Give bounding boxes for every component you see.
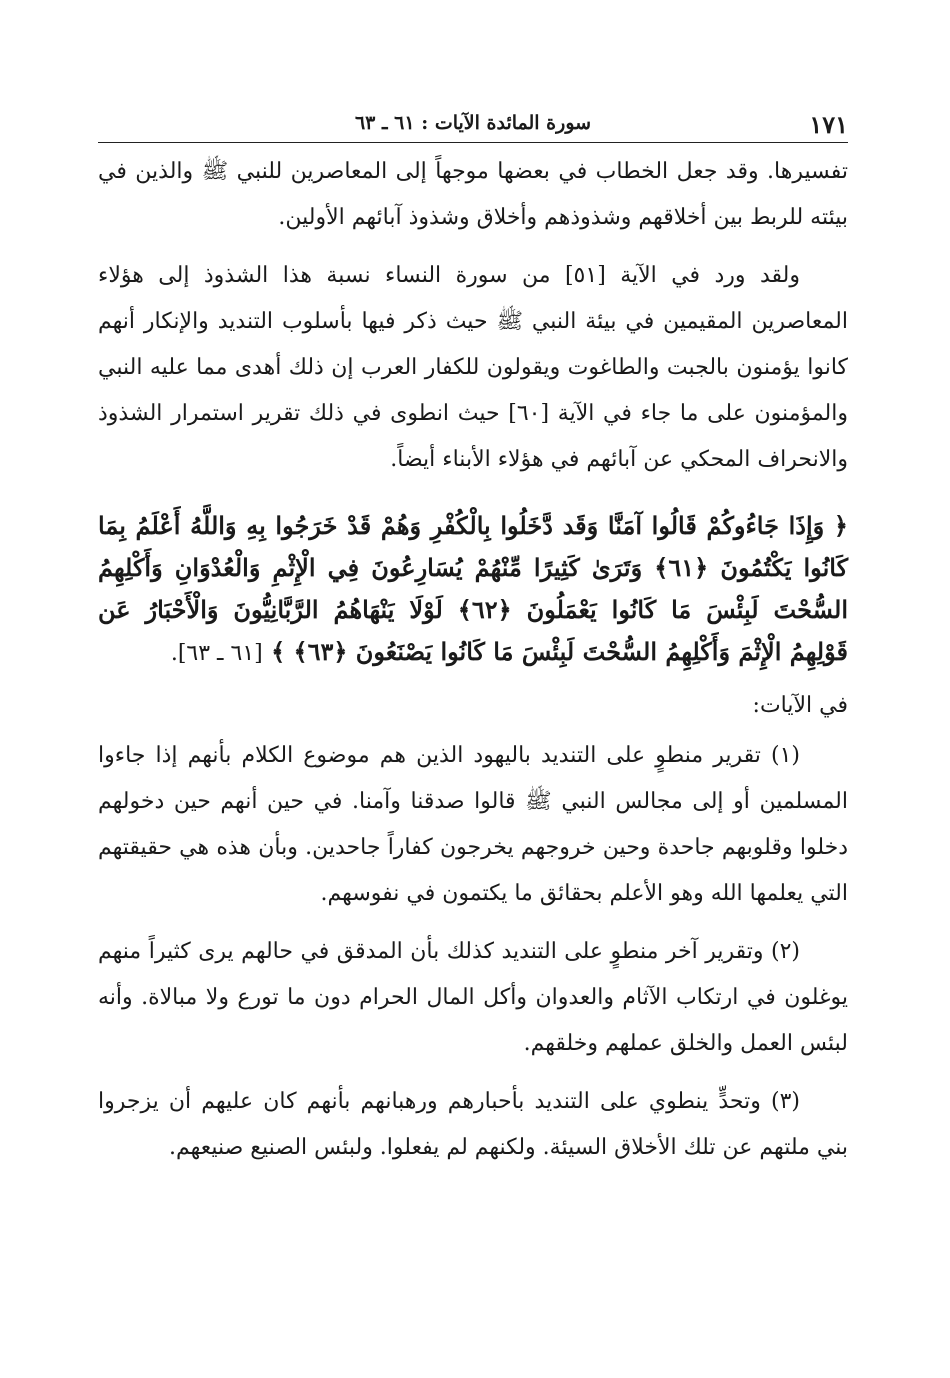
list-item-3: (٣) وتحدٍّ ينطوي على التنديد بأحبارهم ورهبانهم بأنهم كان عليهم أن يزجروا بني ملتهم عن تلك الأخلاق السيئة. ولكنهم لم يفعلوا. ولبئس الصنيع صنيعهم. <box>98 1089 848 1160</box>
list-item-1: (١) تقرير منطوٍ على التنديد باليهود الذين هم موضوع الكلام بأنهم إذا جاءوا المسلمين أو إلى مجالس النبي ﷺ قالوا صدقنا وآمنا. في حين أنهم حين دخولهم دخلوا وقلوبهم جاحدة وحين خروجهم يخرجون كفاراً جاحدين. وبأن هذه هي حقيقتهم التي يعلمها الله وهو الأعلم بحقائق ما يكتمون في نفوسهم. <box>98 743 848 906</box>
paragraph-continuation: تفسيرها. وقد جعل الخطاب في بعضها موجهاً إلى المعاصرين للنبي ﷺ والذين في بيئته للربط بين أخلاقهم وشذوذهم وأخلاق وشذوذ آبائهم الأولين. <box>98 159 848 230</box>
verses-text: ﴿ وَإِذَا جَاءُوكُمْ قَالُوا آمَنَّا وَقَد دَّخَلُوا بِالْكُفْرِ وَهُمْ قَدْ خَرَجُوا بِهِ وَاللَّهُ أَعْلَمُ بِمَا كَانُوا يَكْتُمُونَ ﴿٦١﴾ وَتَرَىٰ كَثِيرًا مِّنْهُمْ يُسَارِعُونَ فِي الْإِثْمِ وَالْعُدْوَانِ وَأَكْلِهِمُ السُّحْتَ لَبِئْسَ مَا كَانُوا يَعْمَلُونَ ﴿٦٢﴾ لَوْلَا يَنْهَاهُمُ الرَّبَّانِيُّونَ وَالْأَحْبَارُ عَن قَوْلِهِمُ الْإِثْمَ وَأَكْلِهِمُ السُّحْتَ لَبِئْسَ مَا كَانُوا يَصْنَعُونَ ﴿٦٣﴾ ﴾ <box>98 511 848 666</box>
section-heading: في الآيات: <box>752 693 848 718</box>
list-item-2: (٢) وتقرير آخر منطوٍ على التنديد كذلك بأن المدقق في حالهم يرى كثيراً منهم يوغلون في ارتكاب الآثام والعدوان وأكل المال الحرام دون ما تورع ولا مبالاة. وأنه لبئس العمل والخلق عملهم وخلقهم. <box>98 939 848 1056</box>
running-title: سورة المائدة الآيات : ٦١ ـ ٦٣ <box>354 112 592 134</box>
verses-reference: [٦١ ـ ٦٣]. <box>170 641 263 666</box>
page-number: ١٧١ <box>809 110 848 139</box>
page-body <box>98 149 848 1171</box>
paragraph-nisa-reference: ولقد ورد في الآية [٥١] من سورة النساء نسبة هذا الشذوذ إلى هؤلاء المعاصرين المقيمين في بيئة النبي ﷺ حيث ذكر فيها بأسلوب التنديد والإنكار أنهم كانوا يؤمنون بالجبت والطاغوت ويقولون للكفار العرب إن ذلك أهدى مما عليه النبي والمؤمنون على ما جاء في الآية [٦٠] حيث انطوى في ذلك تقرير استمرار الشذوذ والانحراف المحكي عن آبائهم في هؤلاء الأبناء أيضاً. <box>98 263 848 472</box>
quran-verses <box>98 505 848 675</box>
book-page <box>98 100 848 1183</box>
page-header <box>98 100 848 143</box>
